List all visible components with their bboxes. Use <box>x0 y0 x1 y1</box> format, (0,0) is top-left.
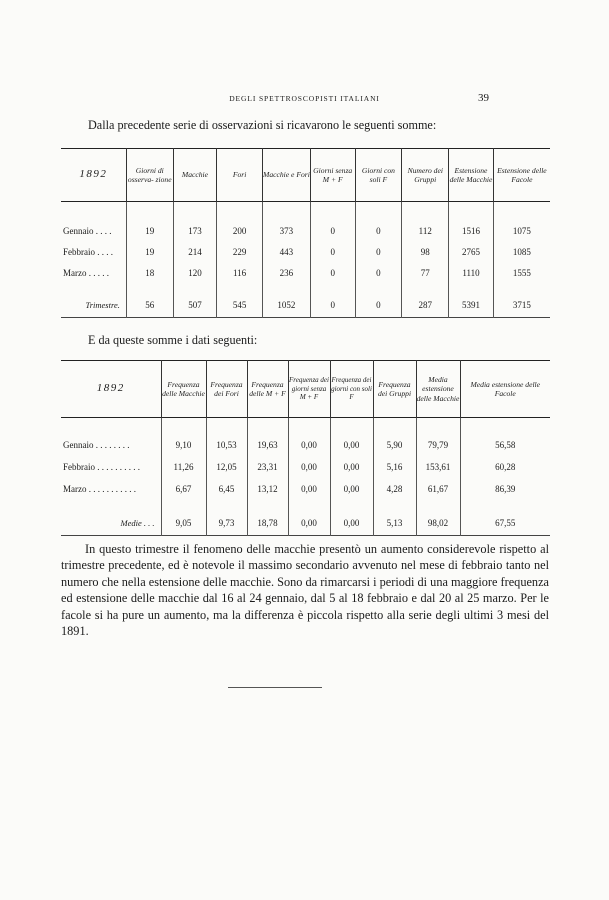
col-header: Frequenza delle M + F <box>247 361 288 418</box>
col-header: Frequenza delle Macchie <box>161 361 206 418</box>
intro-sums: Dalla precedente serie di osservazioni si ricavarono le seguenti somme: <box>88 118 437 132</box>
cell: 116 <box>217 263 263 284</box>
col-header: Frequenza dei giorni con soli F <box>330 361 373 418</box>
cell: 1075 <box>493 221 550 242</box>
closing-rule <box>228 687 322 688</box>
cell: 0 <box>310 221 355 242</box>
commentary-text: In questo trimestre il fenomeno delle macchie presentò un aumento considerevole rispetto al trimestre precedente, ed è notevole il massimo secondario avvenuto nel mese di febbraio tanto nel numero che nella estensione delle macchie. Sono da rimarcarsi i periodi di una maggiore frequenza ed estensione delle macchie dal 16 al 24 gennaio, dal 5 al 18 febbraio e dal 20 al 25 marzo. Per le facole si ha pure un aumento, ma la differenza è piccola rispetto alla serie degli ultimi 3 mesi del 1891. <box>61 542 549 639</box>
intro-derived: E da queste somme i dati seguenti: <box>88 333 258 347</box>
cell: 67,55 <box>460 512 550 536</box>
row-label: Febbraio . . . . . . . . . . <box>63 461 140 472</box>
col-header: Fori <box>217 149 263 202</box>
table-row <box>61 456 550 478</box>
cell: 236 <box>262 263 310 284</box>
cell: 0 <box>310 294 355 318</box>
col-header: Giorni con soli F <box>355 149 402 202</box>
cell: 0 <box>355 221 402 242</box>
col-header: Frequenza dei giorni senza M + F <box>288 361 330 418</box>
cell: 9,05 <box>161 512 206 536</box>
cell: 18,78 <box>247 512 288 536</box>
cell: 2765 <box>449 242 494 263</box>
cell: 18 <box>126 263 173 284</box>
cell: 19 <box>126 242 173 263</box>
cell: 287 <box>402 294 449 318</box>
cell: 0,00 <box>288 478 330 500</box>
page-number: 39 <box>478 92 489 104</box>
derived-table <box>61 360 550 536</box>
average-row <box>61 512 550 536</box>
cell: 0,00 <box>288 456 330 478</box>
row-label: Gennaio . . . . . . . . <box>63 439 130 450</box>
cell: 56 <box>126 294 173 318</box>
col-header: Giorni di osserva- zione <box>126 149 173 202</box>
cell: 0 <box>310 263 355 284</box>
cell: 9,73 <box>206 512 247 536</box>
row-label: Febbraio . . . . <box>63 247 113 257</box>
cell: 507 <box>173 294 217 318</box>
year-label: 1892 <box>96 382 125 395</box>
cell: 1555 <box>493 263 550 284</box>
table-row <box>61 263 550 284</box>
cell: 120 <box>173 263 217 284</box>
table-row <box>61 478 550 500</box>
cell: 0,00 <box>330 434 373 456</box>
cell: 79,79 <box>416 434 460 456</box>
col-header: Numero dei Gruppi <box>402 149 449 202</box>
cell: 0,00 <box>288 512 330 536</box>
cell: 0,00 <box>288 434 330 456</box>
cell: 0 <box>355 242 402 263</box>
cell: 1516 <box>449 221 494 242</box>
cell: 98,02 <box>416 512 460 536</box>
cell: 0,00 <box>330 456 373 478</box>
year-label: 1892 <box>79 168 108 181</box>
cell: 9,10 <box>161 434 206 456</box>
cell: 0 <box>355 294 402 318</box>
table-row <box>61 221 550 242</box>
cell: 13,12 <box>247 478 288 500</box>
cell: 3715 <box>493 294 550 318</box>
col-header: Media estensione delle Facole <box>460 361 550 418</box>
cell: 0,00 <box>330 478 373 500</box>
running-head: DEGLI SPETTROSCOPISTI ITALIANI <box>229 94 380 103</box>
row-label: Medie . . . <box>120 518 155 529</box>
cell: 23,31 <box>247 456 288 478</box>
cell: 4,28 <box>373 478 416 500</box>
col-header: Frequenza dei Fori <box>206 361 247 418</box>
sums-header-row <box>61 149 550 202</box>
cell: 0,00 <box>330 512 373 536</box>
cell: 0 <box>310 242 355 263</box>
commentary-paragraph <box>61 541 549 639</box>
cell: 19,63 <box>247 434 288 456</box>
cell: 0 <box>355 263 402 284</box>
cell: 545 <box>217 294 263 318</box>
sums-table <box>61 148 550 318</box>
col-header: Estensione delle Facole <box>493 149 550 202</box>
row-label: Marzo . . . . . <box>63 268 109 278</box>
cell: 1110 <box>449 263 494 284</box>
cell: 56,58 <box>460 434 550 456</box>
cell: 98 <box>402 242 449 263</box>
cell: 1052 <box>262 294 310 318</box>
cell: 5,90 <box>373 434 416 456</box>
cell: 229 <box>217 242 263 263</box>
row-label: Gennaio . . . . <box>63 226 112 236</box>
cell: 373 <box>262 221 310 242</box>
cell: 5,13 <box>373 512 416 536</box>
row-label: Trimestre. <box>85 300 120 311</box>
cell: 112 <box>402 221 449 242</box>
cell: 5,16 <box>373 456 416 478</box>
total-row <box>61 294 550 318</box>
col-header: Media estensione delle Macchie <box>416 361 460 418</box>
cell: 10,53 <box>206 434 247 456</box>
cell: 86,39 <box>460 478 550 500</box>
cell: 5391 <box>449 294 494 318</box>
table-row <box>61 242 550 263</box>
cell: 173 <box>173 221 217 242</box>
cell: 77 <box>402 263 449 284</box>
cell: 443 <box>262 242 310 263</box>
cell: 6,45 <box>206 478 247 500</box>
col-header: Giorni senza M + F <box>310 149 355 202</box>
col-header: Macchie <box>173 149 217 202</box>
cell: 60,28 <box>460 456 550 478</box>
col-header: Frequenza dei Gruppi <box>373 361 416 418</box>
col-header: Macchie e Fori <box>262 149 310 202</box>
cell: 11,26 <box>161 456 206 478</box>
derived-header-row <box>61 361 550 418</box>
col-header: Estensione delle Macchie <box>449 149 494 202</box>
cell: 6,67 <box>161 478 206 500</box>
cell: 200 <box>217 221 263 242</box>
cell: 61,67 <box>416 478 460 500</box>
cell: 153,61 <box>416 456 460 478</box>
cell: 214 <box>173 242 217 263</box>
table-row <box>61 434 550 456</box>
cell: 19 <box>126 221 173 242</box>
cell: 12,05 <box>206 456 247 478</box>
row-label: Marzo . . . . . . . . . . . <box>63 483 136 494</box>
cell: 1085 <box>493 242 550 263</box>
